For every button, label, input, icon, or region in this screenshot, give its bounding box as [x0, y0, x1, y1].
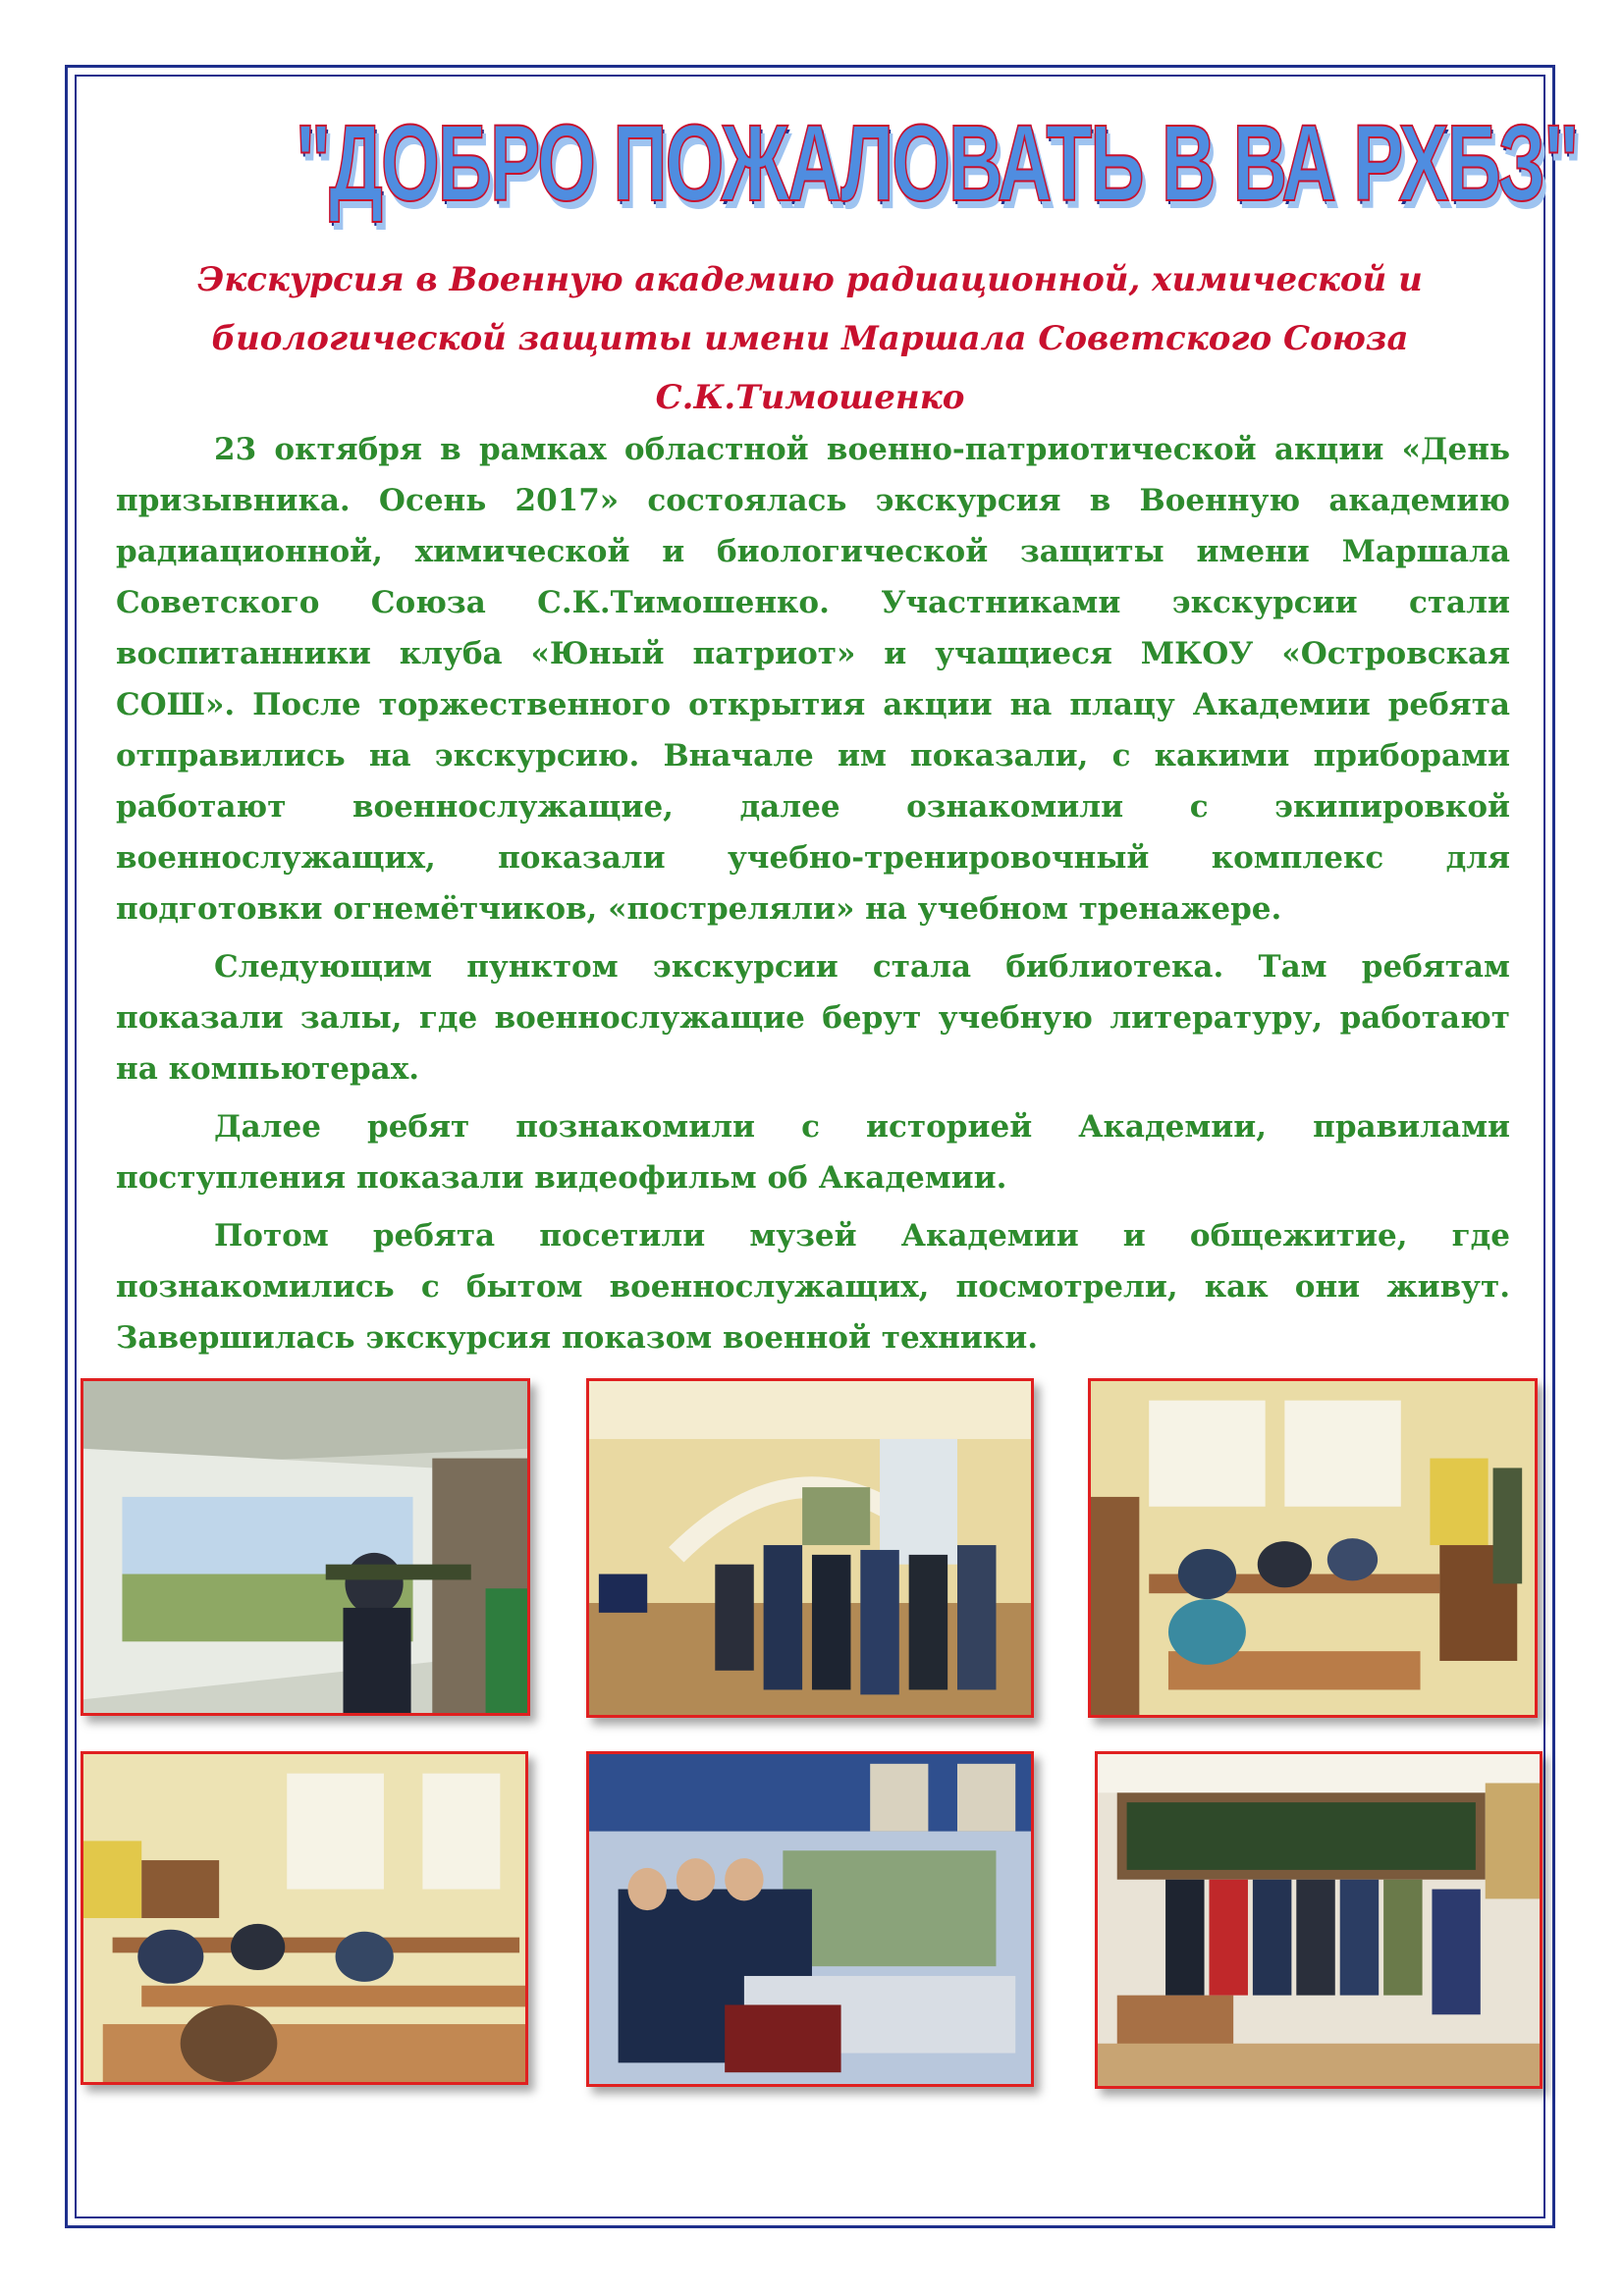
- photo-museum: [586, 1751, 1034, 2087]
- page-subtitle: Экскурсия в Военную академию радиационной, химической и биологической защиты имени Маршала Советского Союза С.К.Тимошенко: [197, 260, 1423, 417]
- article-paragraph-1: 23 октября в рамках областной военно-патриотической акции «День призывника. Осень 2017» состоялась экскурсия в Военную академию радиационной, химической и биологической защиты имени Маршала Советского Союза С.К.Тимошенко. Участниками экскурсии стали воспитанники клуба «Юный патриот» и учащиеся МКОУ «Островская СОШ». После торжественного открытия акции на плацу Академии ребята отправились на экскурсию. Вначале им показали, с какими приборами работают военнослужащие, далее ознакомили с экипировкой военнослужащих, показали учебно-тренировочный комплекс для подготовки огнемётчиков, «постреляли» на учебном тренажере.: [116, 432, 1510, 927]
- photo-study-hall: [81, 1751, 528, 2085]
- photo-simulator: [81, 1378, 530, 1716]
- page-title: "ДОБРО ПОЖАЛОВАТЬ В ВА РХБЗ": [295, 103, 1578, 224]
- article-body: [116, 424, 1510, 1370]
- article-paragraph-4: Потом ребята посетили музей Академии и общежитие, где познакомились с бытом военнослужащих, посмотрели, как они живут. Завершилась экскурсия показом военной техники.: [116, 1218, 1510, 1356]
- article-paragraph-3: Далее ребят познакомили с историей Академии, правилами поступления показали видеофильм об Академии.: [116, 1109, 1510, 1196]
- photo-library: [586, 1378, 1034, 1718]
- photo-lecture: [1088, 1378, 1538, 1718]
- photo-dormitory: [1095, 1751, 1543, 2089]
- article-paragraph-2: Следующим пунктом экскурсии стала библиотека. Там ребятам показали залы, где военнослужащие берут учебную литературу, работают на компьютерах.: [116, 949, 1510, 1087]
